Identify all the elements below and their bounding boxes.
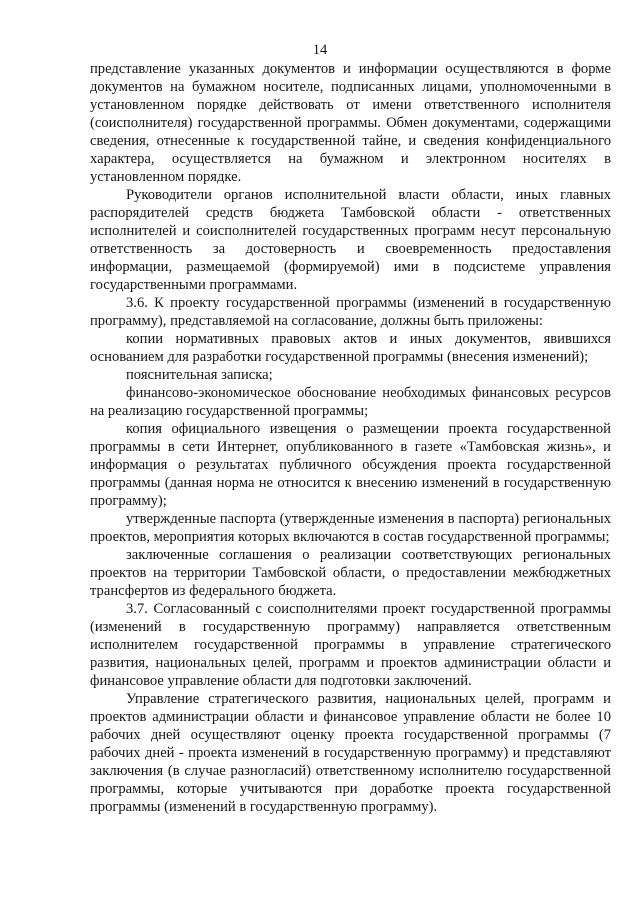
page-number: 14 [312, 42, 328, 58]
list-item-official-notice: копия официального извещения о размещении проекта государственной программы в сети Интернет, опубликованного в газете «Тамбовская жизнь», и информация о результатах публичного обсуждения проекта государственной программы (данная норма не относится к внесению изменений в государственную программу); [90, 421, 611, 509]
document-body [90, 60, 611, 816]
paragraph-section-3-6: 3.6. К проекту государственной программы (изменений в государственную программу), представляемой на согласование, должны быть приложены: [90, 295, 611, 329]
list-item-explanatory-note: пояснительная записка; [126, 367, 273, 383]
list-item-approved-passports: утвержденные паспорта (утвержденные изменения в паспорта) региональных проектов, мероприятия которых включаются в состав государственной программы; [90, 511, 611, 545]
paragraph-continuation: представление указанных документов и информации осуществляются в форме документов на бумажном носителе, подписанных лицами, уполномоченными в установленном порядке действовать от имени ответственного исполнителя (соисполнителя) государственной программы. Обмен документами, содержащими сведения, отнесенные к государственной тайне, и сведения конфиденциального характера, осуществляется на бумажном и электронном носителях в установленном порядке. [90, 61, 611, 185]
list-item-legal-acts: копии нормативных правовых актов и иных документов, явившихся основанием для разработки государственной программы (внесения изменений); [90, 331, 611, 365]
paragraph-responsibility: Руководители органов исполнительной власти области, иных главных распорядителей средств бюджета Тамбовской области - ответственных исполнителей и соисполнителей государственных программ несут персональную ответственность за достоверность и своевременность предоставления информации, размещаемой (формируемой) ими в подсистеме управления государственными программами. [90, 187, 611, 293]
list-item-financial-justification: финансово-экономическое обоснование необходимых финансовых ресурсов на реализацию государственной программы; [90, 385, 611, 419]
paragraph-assessment: Управление стратегического развития, национальных целей, программ и проектов администрации области и финансовое управление области не более 10 рабочих дней осуществляют оценку проекта государственной программы (7 рабочих дней - проекта изменений в государственную программу) и представляют заключения (в случае разногласий) ответственному исполнителю государственной программы, которые учитываются при доработке проекта государственной программы (изменений в государственную программу). [90, 691, 611, 815]
list-item-agreements: заключенные соглашения о реализации соответствующих региональных проектов на территории Тамбовской области, о предоставлении межбюджетных трансфертов из федерального бюджета. [90, 547, 611, 599]
paragraph-section-3-7: 3.7. Согласованный с соисполнителями проект государственной программы (изменений в государственную программу) направляется ответственным исполнителем государственной программы в управление стратегического развития, национальных целей, программ и проектов администрации области и финансовое управление области для подготовки заключений. [90, 601, 611, 689]
